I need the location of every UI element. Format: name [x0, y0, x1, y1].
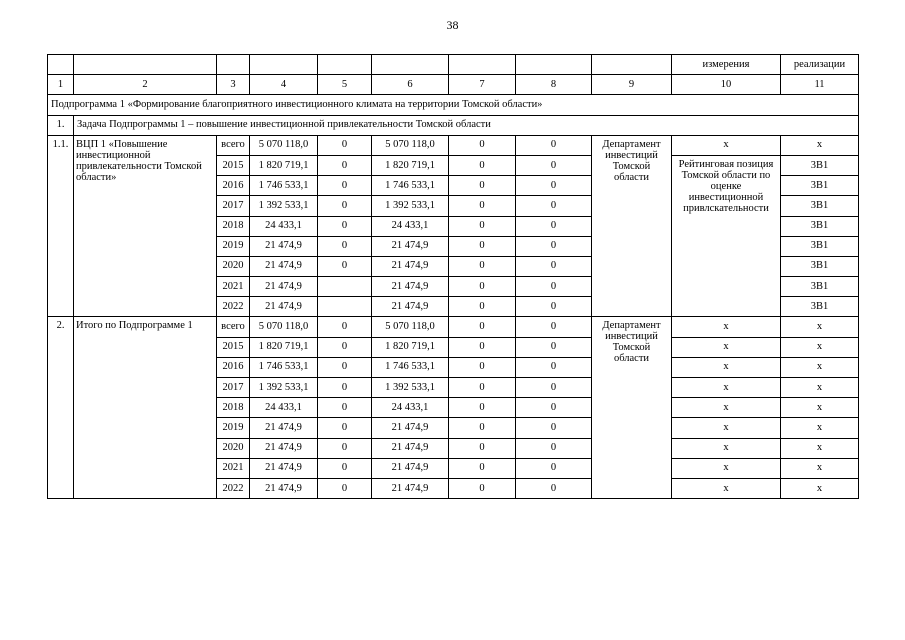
indicator-cell: х [672, 135, 781, 155]
value-cell: 0 [516, 317, 592, 337]
value-cell: 0 [449, 216, 516, 236]
item-number: 2. [48, 317, 74, 499]
value-cell: 0 [516, 438, 592, 458]
value-cell: х [781, 418, 859, 438]
column-number: 8 [516, 75, 592, 95]
subprogram-row [48, 95, 859, 115]
value-cell: 0 [516, 297, 592, 317]
value-cell: 0 [449, 236, 516, 256]
value-cell: 0 [449, 418, 516, 438]
value-cell: 21 474,9 [250, 438, 318, 458]
value-cell: 0 [318, 418, 372, 438]
value-cell: 0 [449, 297, 516, 317]
column-number: 2 [74, 75, 217, 95]
value-cell: 0 [449, 398, 516, 418]
value-cell: х [672, 337, 781, 357]
value-cell: 21 474,9 [372, 458, 449, 478]
value-cell: 0 [318, 398, 372, 418]
year-cell: 2016 [217, 357, 250, 377]
value-cell: 0 [449, 277, 516, 297]
value-cell: х [781, 317, 859, 337]
value-cell: 0 [516, 135, 592, 155]
value-cell: 0 [449, 155, 516, 175]
task-number: 1. [48, 115, 74, 135]
value-cell: 0 [449, 478, 516, 498]
value-cell: х [781, 378, 859, 398]
value-cell: х [672, 357, 781, 377]
value-cell: 1 746 533,1 [372, 176, 449, 196]
value-cell: 21 474,9 [372, 418, 449, 438]
value-cell: 1 392 533,1 [250, 378, 318, 398]
header-row-top [48, 55, 859, 75]
value-cell: 0 [516, 458, 592, 478]
value-cell: 0 [516, 378, 592, 398]
column-number: 7 [449, 75, 516, 95]
column-number: 6 [372, 75, 449, 95]
header-top-cell [48, 55, 74, 75]
year-cell: 2021 [217, 458, 250, 478]
value-cell: 5 070 118,0 [372, 317, 449, 337]
year-cell: 2022 [217, 297, 250, 317]
item-name: ВЦП 1 «Повышение инвестиционной привлекательности Томской области» [74, 135, 217, 317]
value-cell: 0 [516, 418, 592, 438]
year-cell: всего [217, 317, 250, 337]
value-cell: 0 [449, 317, 516, 337]
value-cell: 0 [449, 256, 516, 276]
value-cell: 0 [318, 155, 372, 175]
value-cell: 3В1 [781, 176, 859, 196]
value-cell: х [781, 398, 859, 418]
value-cell: 5 070 118,0 [250, 135, 318, 155]
value-cell: 1 820 719,1 [250, 337, 318, 357]
value-cell: х [781, 357, 859, 377]
header-top-cell [250, 55, 318, 75]
value-cell: 3В1 [781, 155, 859, 175]
value-cell: 21 474,9 [250, 478, 318, 498]
value-cell: х [781, 135, 859, 155]
value-cell: 24 433,1 [372, 398, 449, 418]
value-cell: х [672, 398, 781, 418]
header-top-cell: измерения [672, 55, 781, 75]
value-cell: 21 474,9 [372, 256, 449, 276]
page-number: 38 [446, 18, 459, 32]
value-cell: 21 474,9 [372, 236, 449, 256]
value-cell: х [781, 458, 859, 478]
value-cell: 3В1 [781, 196, 859, 216]
value-cell: 0 [516, 216, 592, 236]
value-cell: х [781, 478, 859, 498]
value-cell: 0 [516, 155, 592, 175]
executor-cell: Департамент инвестиций Томской области [592, 135, 672, 317]
value-cell: 21 474,9 [250, 418, 318, 438]
value-cell: 0 [449, 176, 516, 196]
header-top-cell [372, 55, 449, 75]
value-cell: 1 392 533,1 [372, 378, 449, 398]
value-cell: 0 [449, 196, 516, 216]
value-cell: 1 820 719,1 [250, 155, 318, 175]
year-cell: 2017 [217, 196, 250, 216]
value-cell: 24 433,1 [250, 216, 318, 236]
column-number: 1 [48, 75, 74, 95]
value-cell: 1 820 719,1 [372, 337, 449, 357]
table-row [48, 135, 859, 155]
program-table [47, 54, 859, 499]
value-cell: 0 [449, 438, 516, 458]
year-cell: 2020 [217, 438, 250, 458]
year-cell: 2018 [217, 216, 250, 236]
value-cell: 1 820 719,1 [372, 155, 449, 175]
value-cell: 0 [318, 317, 372, 337]
value-cell: 3В1 [781, 297, 859, 317]
value-cell: х [781, 337, 859, 357]
column-number: 10 [672, 75, 781, 95]
value-cell: 21 474,9 [372, 438, 449, 458]
value-cell: 0 [516, 236, 592, 256]
value-cell: 0 [318, 357, 372, 377]
value-cell: 0 [449, 357, 516, 377]
column-number: 9 [592, 75, 672, 95]
header-top-cell: реализации [781, 55, 859, 75]
value-cell: 24 433,1 [372, 216, 449, 236]
year-cell: 2021 [217, 277, 250, 297]
value-cell: 0 [516, 196, 592, 216]
value-cell: х [672, 317, 781, 337]
value-cell: 1 746 533,1 [250, 176, 318, 196]
value-cell: 1 746 533,1 [250, 357, 318, 377]
value-cell: 0 [318, 458, 372, 478]
value-cell: 1 746 533,1 [372, 357, 449, 377]
value-cell: 0 [318, 216, 372, 236]
value-cell: 0 [449, 458, 516, 478]
value-cell: 21 474,9 [372, 478, 449, 498]
year-cell: 2022 [217, 478, 250, 498]
value-cell: 0 [516, 337, 592, 357]
item-name: Итого по Подпрограмме 1 [74, 317, 217, 499]
column-number: 5 [318, 75, 372, 95]
value-cell: 0 [318, 196, 372, 216]
value-cell: 21 474,9 [372, 297, 449, 317]
value-cell: х [781, 438, 859, 458]
value-cell: 0 [516, 478, 592, 498]
header-top-cell [516, 55, 592, 75]
value-cell: 0 [318, 135, 372, 155]
value-cell: 5 070 118,0 [372, 135, 449, 155]
value-cell: 21 474,9 [372, 277, 449, 297]
value-cell: 3В1 [781, 256, 859, 276]
year-cell: 2017 [217, 378, 250, 398]
value-cell: 1 392 533,1 [250, 196, 318, 216]
year-cell: 2019 [217, 418, 250, 438]
value-cell: 0 [449, 378, 516, 398]
value-cell: 0 [318, 478, 372, 498]
executor-cell: Департамент инвестиций Томской области [592, 317, 672, 499]
task-row [48, 115, 859, 135]
value-cell: 0 [516, 176, 592, 196]
value-cell: х [672, 418, 781, 438]
task-title: Задача Подпрограммы 1 – повышение инвестиционной привлекательности Томской области [74, 115, 859, 135]
column-number: 11 [781, 75, 859, 95]
value-cell: 0 [318, 378, 372, 398]
value-cell: х [672, 478, 781, 498]
value-cell: 5 070 118,0 [250, 317, 318, 337]
value-cell: 1 392 533,1 [372, 196, 449, 216]
indicator-text-cell: Рейтинговая позиция Томской области по оценке инвестиционной привлскательности [672, 155, 781, 317]
header-top-cell [318, 55, 372, 75]
value-cell: 0 [449, 135, 516, 155]
value-cell: 0 [318, 236, 372, 256]
value-cell: 0 [516, 256, 592, 276]
value-cell [318, 277, 372, 297]
value-cell: х [672, 378, 781, 398]
header-top-cell [449, 55, 516, 75]
value-cell: 0 [318, 337, 372, 357]
year-cell: 2015 [217, 155, 250, 175]
header-top-cell [592, 55, 672, 75]
value-cell: 3В1 [781, 236, 859, 256]
value-cell: 0 [318, 438, 372, 458]
value-cell [318, 297, 372, 317]
value-cell: 0 [516, 398, 592, 418]
value-cell: 3В1 [781, 277, 859, 297]
value-cell: 0 [449, 337, 516, 357]
value-cell: 0 [516, 277, 592, 297]
value-cell: 3В1 [781, 216, 859, 236]
value-cell: 21 474,9 [250, 297, 318, 317]
value-cell: 21 474,9 [250, 458, 318, 478]
subprogram-title: Подпрограмма 1 «Формирование благоприятного инвестиционного климата на территории Томской области» [48, 95, 859, 115]
year-cell: 2018 [217, 398, 250, 418]
header-top-cell [217, 55, 250, 75]
year-cell: 2020 [217, 256, 250, 276]
value-cell: 0 [318, 256, 372, 276]
header-top-cell [74, 55, 217, 75]
column-number: 3 [217, 75, 250, 95]
column-number: 4 [250, 75, 318, 95]
value-cell: х [672, 458, 781, 478]
item-number: 1.1. [48, 135, 74, 317]
value-cell: 21 474,9 [250, 256, 318, 276]
year-cell: 2016 [217, 176, 250, 196]
year-cell: 2019 [217, 236, 250, 256]
header-row-numbers [48, 75, 859, 95]
value-cell: х [672, 438, 781, 458]
value-cell: 21 474,9 [250, 277, 318, 297]
year-cell: всего [217, 135, 250, 155]
year-cell: 2015 [217, 337, 250, 357]
table-row [48, 317, 859, 337]
value-cell: 21 474,9 [250, 236, 318, 256]
value-cell: 24 433,1 [250, 398, 318, 418]
value-cell: 0 [318, 176, 372, 196]
value-cell: 0 [516, 357, 592, 377]
